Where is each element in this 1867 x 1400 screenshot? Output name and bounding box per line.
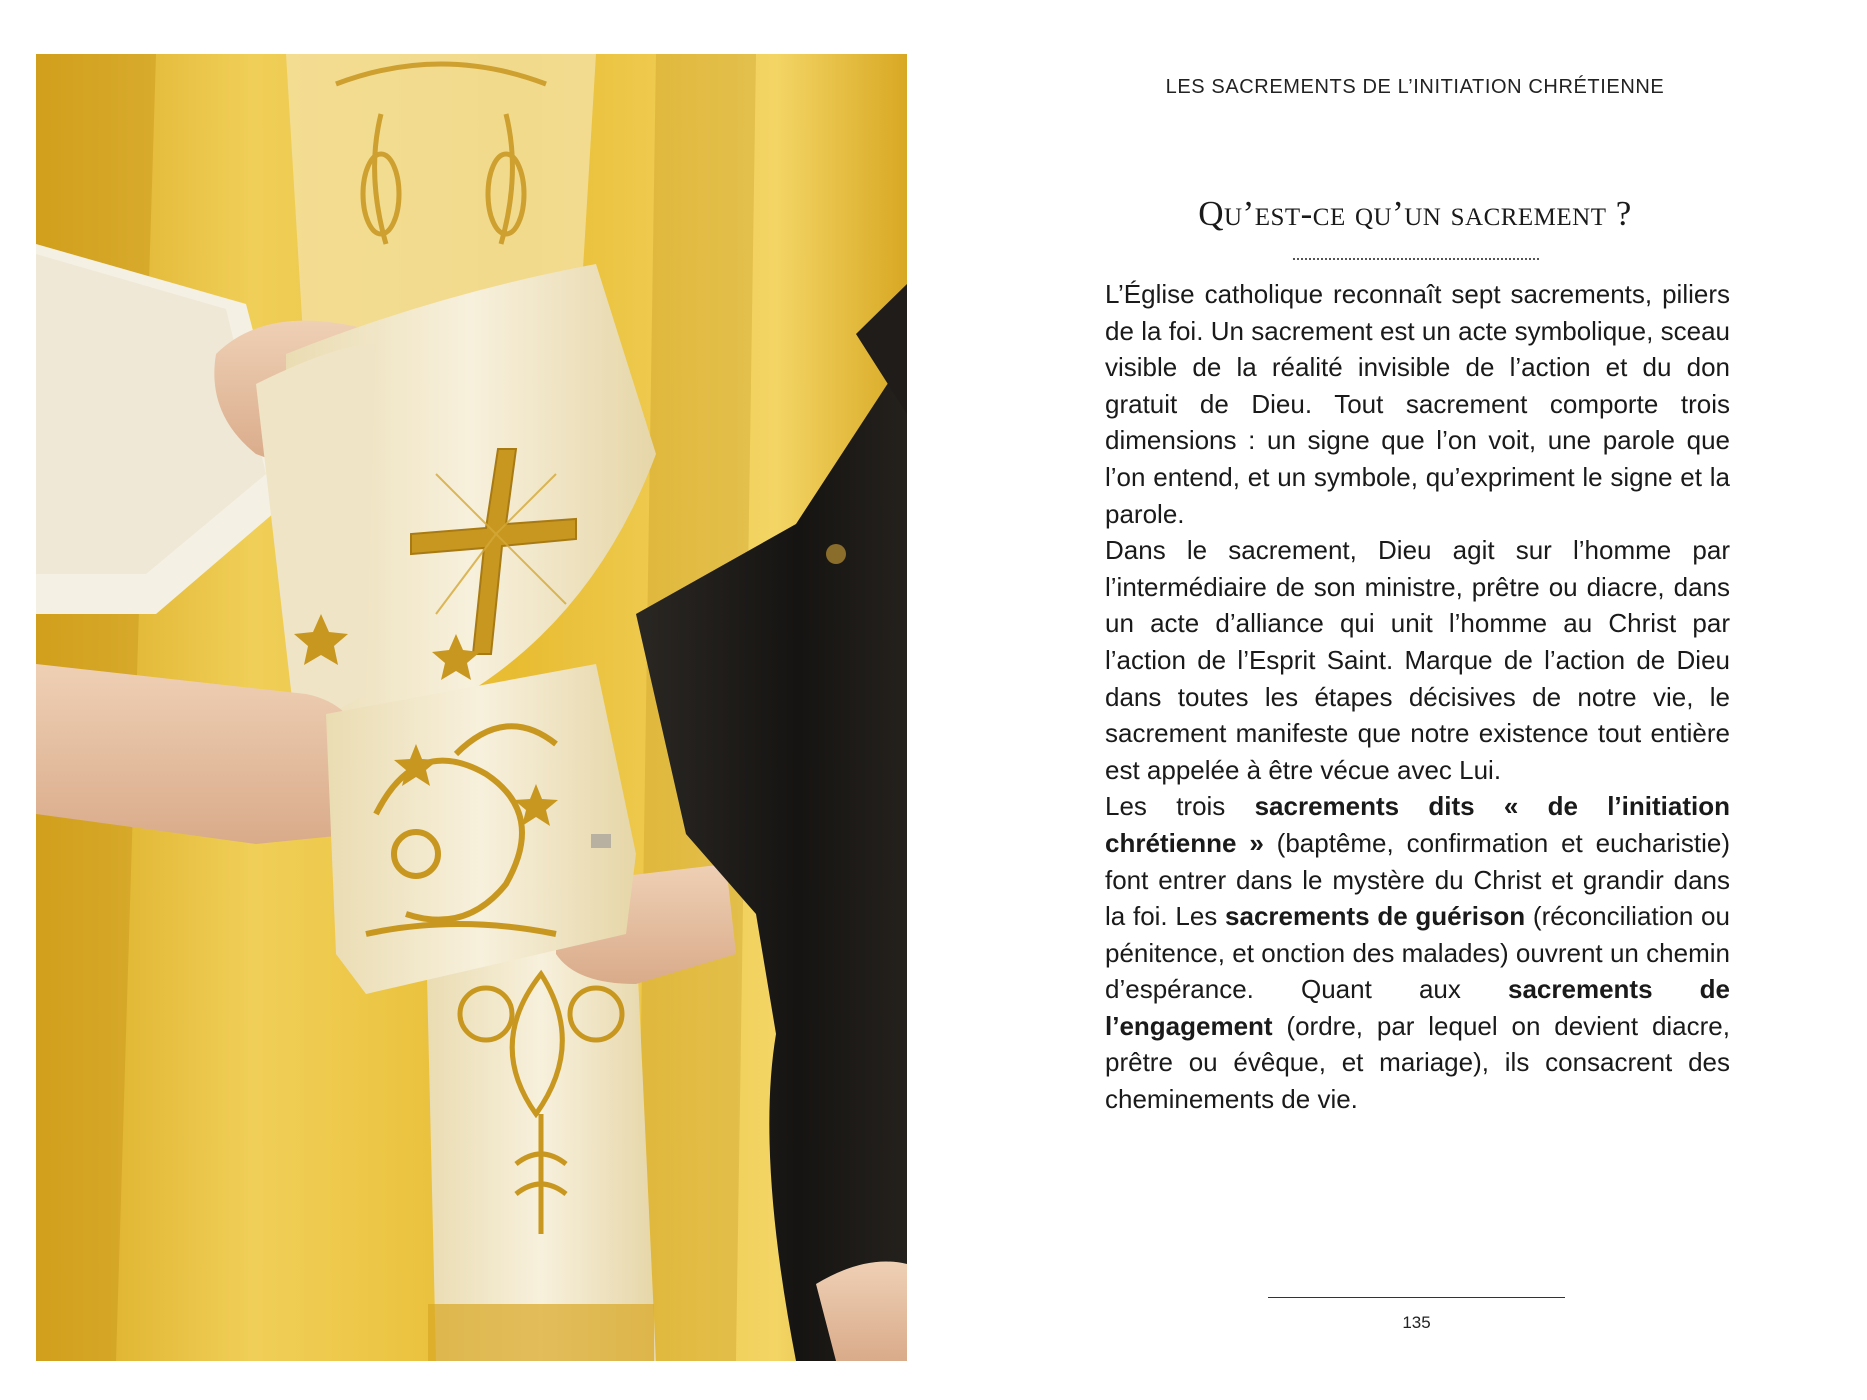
paragraph-1: L’Église catholique reconnaît sept sacrements, piliers de la foi. Un sacrement est un acte symbolique, sceau visible de la réalité invisible de l’action et du don gratuit de Dieu. Tout sacrement comporte trois dimensions : un signe que l’on voit, une parole que l’on entend, et un symbole, qu’expriment le signe et la parole. [1105,279,1730,529]
photo-liturgical-stole [36,54,907,1361]
p3-bold-engagement: sacrements de l’engagement [1105,974,1730,1041]
paragraph-3 [1105,788,1730,1117]
p3-bold-guerison: sacrements de guérison [1225,901,1526,932]
p3-text-4: (ordre, par lequel on devient diacre, prêtre ou évêque, et mariage), ils consacrent des cheminements de vie. [1105,1010,1730,1115]
running-head: LES SACREMENTS DE L’INITIATION CHRÉTIENNE [1165,76,1665,98]
page-title: Qu’est-ce qu’un sacrement ? [1198,194,1632,233]
paragraph-2: Dans le sacrement, Dieu agit sur l’homme par l’intermédiaire de son ministre, prêtre ou diacre, dans un acte d’alliance qui unit l’homme au Christ par l’action de l’Esprit Saint. Marque de l’action de Dieu dans toutes les étapes décisives de notre vie, le sacrement manifeste que notre existence tout entière est appelée à être vécue avec Lui. [1105,535,1730,785]
page-number: 135 [1402,1313,1431,1332]
photo-illustration [36,54,907,1361]
p3-text-2: (baptême, confirmation et eucharistie) font entrer dans le mystère du Christ et grandir dans la foi. Les [1105,827,1731,932]
p3-bold-initiation: sacrements dits « de l’initiation chrétienne » [1105,791,1730,858]
title-dotted-rule [1293,258,1539,260]
p3-text-1: Les trois [1105,791,1255,822]
p3-text-3: (réconciliation ou pénitence, et onction des malades) ouvrent un chemin d’espérance. Quant aux [1105,901,1730,1005]
footer-rule [1268,1297,1565,1298]
body-text [1105,276,1730,1118]
